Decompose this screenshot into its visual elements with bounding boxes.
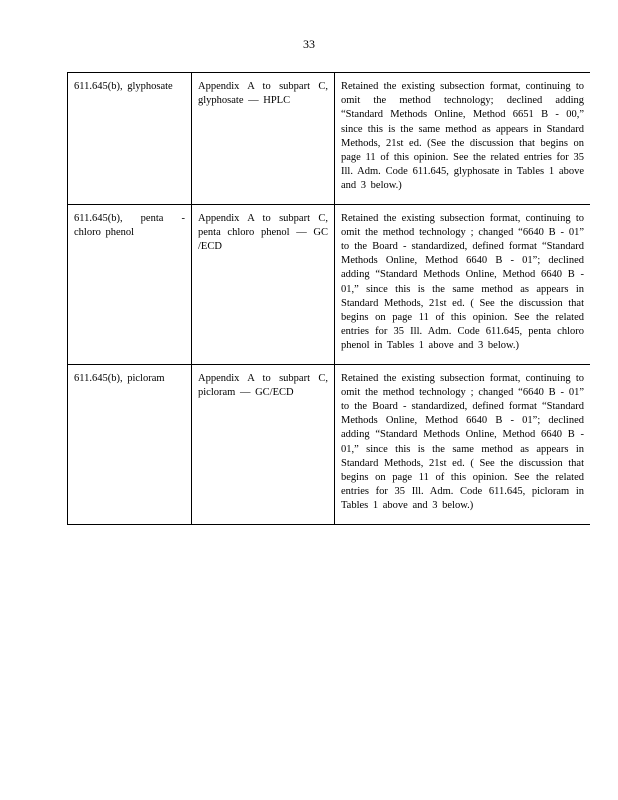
method-text: Appendix A to subpart C, glyphosate — HPLC — [198, 81, 328, 107]
section-text: 611.645(b), penta - chloro phenol — [74, 212, 185, 238]
method-text: Appendix A to subpart C, penta chloro phenol — GC /ECD — [198, 212, 328, 253]
amendments-table — [67, 72, 590, 525]
method-cell — [192, 364, 335, 524]
action-cell — [335, 73, 591, 205]
section-text: 611.645(b), glyphosate — [74, 81, 173, 92]
action-cell — [335, 204, 591, 364]
action-text: Retained the existing subsection format, continuing to omit the method technology ; changed “6640 B - 01” to the Board - standardized, defined format “Standard Methods Online, Method 6640 B - 01”; declined adding “Standard Methods Online, Method 6640 B - 01,” since this is the same method as appears in Standard Methods, 21st ed. ( See the discussion that begins on page 11 of this opinion. See the related entries for 35 Ill. Adm. Code 611.645, picloram in Tables 1 above and 3 below.) — [341, 372, 584, 512]
method-cell — [192, 204, 335, 364]
method-text: Appendix A to subpart C, picloram — GC/ECD — [198, 372, 328, 398]
section-cell — [68, 73, 192, 205]
section-cell — [68, 204, 192, 364]
section-text: 611.645(b), picloram — [74, 372, 165, 384]
section-cell — [68, 364, 192, 524]
action-cell — [335, 364, 591, 524]
action-text: Retained the existing subsection format, continuing to omit the method technology ; changed “6640 B - 01” to the Board - standardized, defined format “Standard Methods Online, Method 6640 B - 01”; declined adding “Standard Methods Online, Method 6640 B - 01,” since this is the same method as appears in Standard Methods, 21st ed. ( See the discussion that begins on page 11 of this opinion. See the related entries for 35 Ill. Adm. Code 611.645, penta chloro phenol in Tables 1 above and 3 below.) — [341, 212, 584, 352]
table-row — [68, 364, 591, 524]
table-row — [68, 73, 591, 205]
page-number: 33 — [303, 37, 315, 51]
action-text: Retained the existing subsection format, continuing to omit the method technology; declined adding “Standard Methods Online, Method 6651 B - 00,” since this is the same method as appears in Standard Methods, 21st ed. (See the discussion that begins on page 11 of this opinion. See the related entries for 35 Ill. Adm. Code 611.645, glyphosate in Tables 1 above and 3 below.) — [341, 81, 584, 192]
method-cell — [192, 73, 335, 205]
table-row — [68, 204, 591, 364]
